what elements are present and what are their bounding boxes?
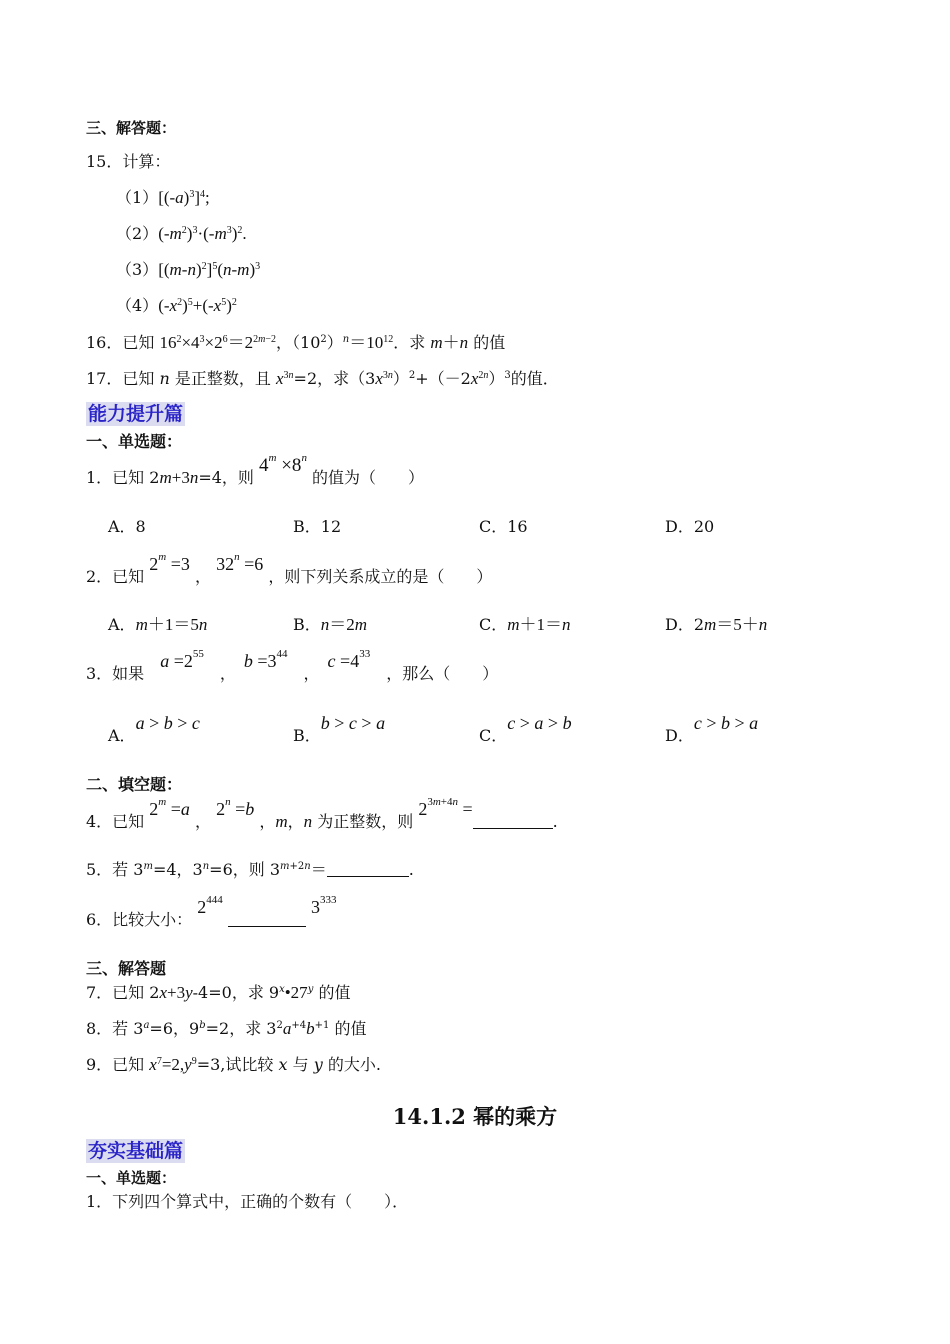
- basic-q1-stem: 1．下列四个算式中，正确的个数有（ ）．: [86, 1192, 409, 1211]
- ability-q3-option-d[interactable]: D．c > b > a: [665, 713, 759, 745]
- q6-answer-blank[interactable]: [228, 926, 306, 927]
- part3-heading: 三、解答题：: [86, 119, 177, 137]
- q5-answer-blank[interactable]: [327, 876, 409, 877]
- q15-item-2: $(2)(-m^2)^3\cdot(-m^3)^2$.: [116, 224, 247, 243]
- q17: 17．已知 n 是正整数，且 $x^{3n}=2$，求$(3x^{3n})^2+(-2x^{2n})^3$的值．: [86, 369, 559, 388]
- ability-q4: 4．已知 $2^m =a$ ， $2^n =b$ ，m，n 为正整数，则 $2^{3m+4n}$ =.: [86, 796, 558, 831]
- ability-q1-option-a[interactable]: A．8: [108, 517, 146, 536]
- ability-q1-option-c[interactable]: C．16: [479, 517, 528, 536]
- ability-q1-option-d[interactable]: D．20: [665, 517, 715, 536]
- ability-q9: 9．已知 $x^7=2,y^9=3$,试比较 x 与 y 的大小.: [86, 1055, 381, 1074]
- ability-part1-heading: 一、单选题：: [86, 432, 183, 451]
- q4-answer-blank[interactable]: [473, 828, 553, 829]
- ability-q3-option-b[interactable]: B．b > c > a: [293, 713, 386, 745]
- ability-q2-option-d[interactable]: D．2m＝5＋n: [665, 615, 768, 634]
- q15-item-4: $(4)(-x^2)^5+(-x^5)^2$: [116, 296, 237, 315]
- basic-part1-heading: 一、单选题：: [86, 1169, 177, 1187]
- section-basic-heading: 夯实基础篇: [88, 1140, 184, 1162]
- ability-q2-option-b[interactable]: B．n＝2m: [293, 615, 368, 634]
- ability-q6: 6．比较大小： $2^{444}$ $3^{333}$: [86, 894, 337, 929]
- ability-q3-option-c[interactable]: C．c > a > b: [479, 713, 572, 745]
- ability-q3-option-a[interactable]: A．a > b > c: [108, 713, 200, 745]
- ability-q5: 5．若 $3^m=4$，$3^n=6$，则 $3^{m+2n}=$ .: [86, 860, 414, 879]
- section-title: 14.1.2 幂的乘方: [392, 1104, 558, 1129]
- q15-item-1: $(1)[(-a)^3]^4$;: [116, 188, 210, 207]
- ability-q1-option-b[interactable]: B．12: [293, 517, 342, 536]
- ability-q1-stem: 1．已知 2m+3n=4，则 $4^m \times 8^n$ 的值为（ ）: [86, 452, 425, 487]
- ability-q3-stem: 3．如果 $a =2^{55}$ ， $b =3^{44}$ ， $c =4^{33}$ ，那么（ ）: [86, 648, 499, 683]
- q15-stem: 15．计算：: [86, 152, 171, 171]
- ability-q2-stem: 2．已知 $2^m =3$ ， $32^n =6$ ，则下列关系成立的是（ ）: [86, 551, 493, 586]
- q15-item-3: $(3)[(m-n)^2]^5(n-m)^3$: [116, 260, 261, 279]
- ability-q2-option-c[interactable]: C．m＋1＝n: [479, 615, 571, 634]
- section-ability-heading: 能力提升篇: [88, 403, 184, 425]
- ability-q7: 7．已知 2x+3y-4=0，求 9$^x$•27$^y$ 的值: [86, 983, 351, 1002]
- ability-part2-heading: 二、填空题：: [86, 775, 183, 794]
- q16: 16．已知 $16^2\times 4^3\times 2^6=2^{2m-2}$，$(10^2)^n=10^{12}$．求 m＋n 的值: [86, 333, 506, 352]
- ability-part3-heading: 三、解答题: [86, 959, 167, 978]
- ability-q2-option-a[interactable]: A．m＋1＝5n: [108, 615, 208, 634]
- ability-q8: 8．若 $3^a=6$，$9^b=2$，求 $3^2a^{+4}b^{+1}$ 的值: [86, 1019, 367, 1038]
